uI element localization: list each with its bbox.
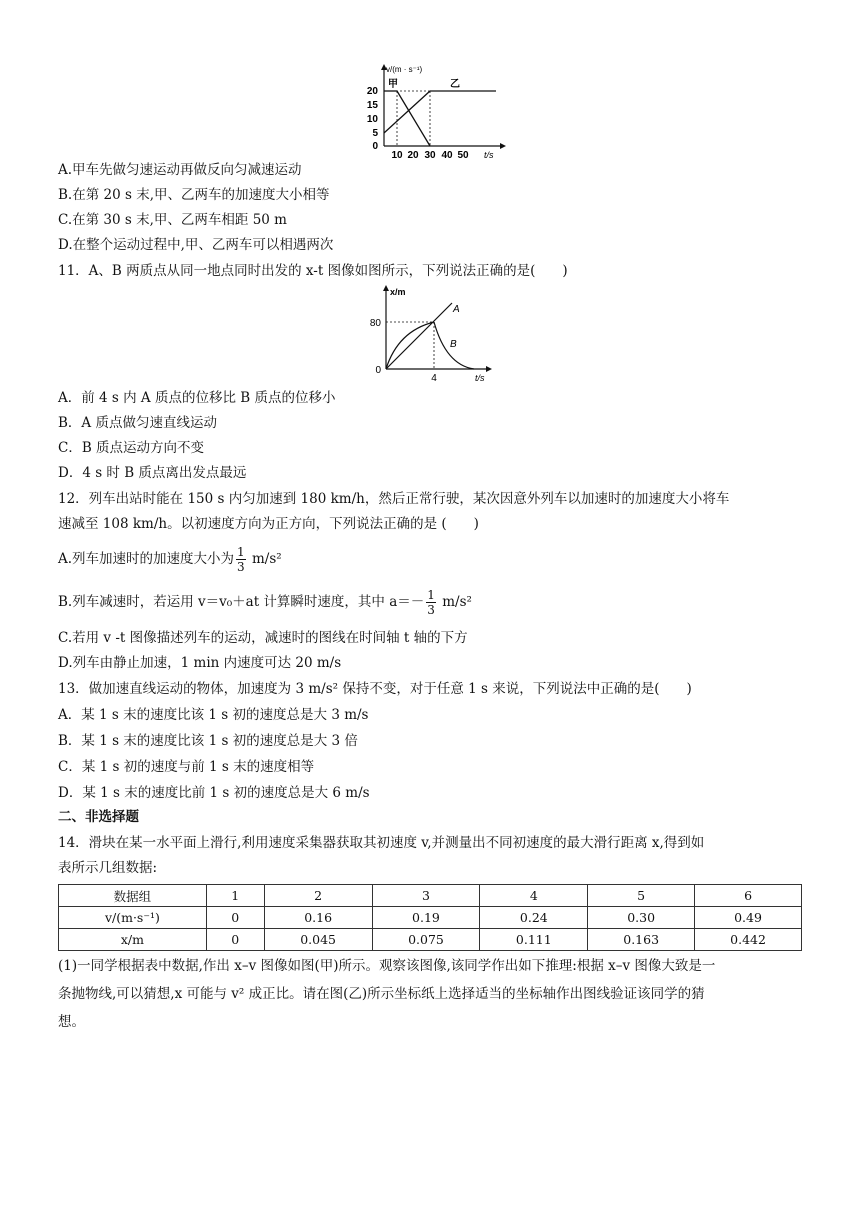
q13-option-c: C．某 1 s 初的速度与前 1 s 末的速度相等 — [58, 759, 315, 775]
q12-option-a-text: A.列车加速时的加速度大小为 — [58, 551, 235, 567]
q12-option-a — [58, 542, 282, 576]
xt-y-tick: 80 — [369, 318, 381, 329]
q10-option-d: D.在整个运动过程中,甲、乙两车可以相遇两次 — [58, 237, 334, 253]
vt-graph — [350, 60, 510, 160]
q14-p1-line1: (1)一同学根据表中数据,作出 x–v 图像如图(甲)所示。观察该图像,该同学作出如下推理:根据 x–v 图像大致是一 — [58, 958, 716, 974]
table-cell: 0.30 — [588, 907, 695, 929]
table-cell: 2 — [264, 885, 372, 907]
q12-option-d: D.列车由静止加速，1 min 内速度可达 20 m/s — [58, 655, 342, 671]
table-row — [59, 929, 802, 951]
q11-option-d: D．4 s 时 B 质点离出发点最远 — [58, 465, 247, 481]
q14-stem-line1: 14．滑块在某一水平面上滑行,利用速度采集器获取其初速度 v,并测量出不同初速度的最大滑行距离 x,得到如 — [58, 835, 705, 851]
fraction-denominator: 3 — [237, 560, 245, 574]
table-cell: 1 — [206, 885, 264, 907]
fraction — [426, 588, 436, 617]
table-cell: x/m — [59, 929, 207, 951]
fraction-numerator: 1 — [237, 545, 245, 559]
q14-p1-line3: 想。 — [58, 1014, 85, 1030]
table-cell: 0.111 — [480, 929, 588, 951]
vt-y-tick: 20 — [366, 86, 378, 97]
q14-p1-line2: 条抛物线,可以猜想,x 可能与 v² 成正比。请在图(乙)所示坐标纸上选择适当的坐标轴作出图线验证该同学的猜 — [58, 986, 705, 1002]
q10-option-b: B.在第 20 s 末,甲、乙两车的加速度大小相等 — [58, 187, 330, 203]
q11-option-a: A．前 4 s 内 A 质点的位移比 B 质点的位移小 — [58, 390, 336, 406]
xt-y-label: x/m — [390, 287, 406, 297]
table-row — [59, 907, 802, 929]
q12-stem-line1: 12．列车出站时能在 150 s 内匀加速到 180 km/h，然后正常行驶，某次因意外列车以加速时的加速度大小将车 — [58, 491, 730, 507]
vt-y-tick: 15 — [366, 100, 378, 111]
table-header-row — [59, 885, 802, 907]
table-cell: 6 — [695, 885, 802, 907]
table-cell: 0.19 — [372, 907, 480, 929]
fraction-denominator: 3 — [427, 603, 435, 617]
table-cell: 3 — [372, 885, 480, 907]
table-cell: 0 — [206, 929, 264, 951]
vt-label-yi: 乙 — [450, 79, 460, 90]
xt-origin: 0 — [375, 365, 381, 376]
table-cell: 0.442 — [695, 929, 802, 951]
table-cell: 0.49 — [695, 907, 802, 929]
table-cell: v/(m·s⁻¹) — [59, 907, 207, 929]
q11-option-c: C．B 质点运动方向不变 — [58, 440, 205, 456]
q12-option-c: C.若用 v -t 图像描述列车的运动，减速时的图线在时间轴 t 轴的下方 — [58, 630, 468, 646]
q13-option-a: A．某 1 s 末的速度比该 1 s 初的速度总是大 3 m/s — [58, 707, 369, 723]
vt-x-tick: 30 — [424, 150, 436, 160]
vt-y-tick: 0 — [372, 141, 378, 152]
vt-y-tick: 5 — [372, 128, 378, 139]
table-cell: 数据组 — [59, 885, 207, 907]
vt-y-ticks — [367, 86, 379, 152]
table-cell: 0.16 — [264, 907, 372, 929]
table-cell: 5 — [588, 885, 695, 907]
q11-stem: 11．A、B 两质点从同一地点同时出发的 x-t 图像如图所示，下列说法正确的是( ) — [58, 263, 568, 279]
q14-stem-line2: 表所示几组数据: — [58, 860, 158, 876]
xt-curve-b: B — [450, 339, 457, 350]
q12-option-b — [58, 585, 472, 619]
vt-y-tick: 10 — [366, 114, 378, 125]
table-cell: 4 — [480, 885, 588, 907]
vt-y-label: v/(m · s⁻¹) — [386, 65, 423, 74]
vt-x-label: t/s — [484, 150, 494, 160]
data-table — [58, 884, 802, 951]
section-heading: 二、非选择题 — [58, 809, 139, 825]
fraction-numerator: 1 — [427, 588, 435, 602]
q13-stem: 13．做加速直线运动的物体，加速度为 3 m/s² 保持不变，对于任意 1 s 来说，下列说法中正确的是( ) — [58, 681, 692, 697]
table-cell: 0.24 — [480, 907, 588, 929]
vt-x-tick: 40 — [441, 150, 453, 160]
vt-label-jia: 甲 — [388, 79, 398, 90]
q12-option-b-text: B.列车减速时，若运用 v＝v₀＋at 计算瞬时速度，其中 a＝－ — [58, 594, 425, 610]
q11-option-b: B．A 质点做匀速直线运动 — [58, 415, 217, 431]
vt-x-ticks — [391, 150, 469, 160]
vt-x-tick: 10 — [391, 150, 403, 160]
q12-option-b-unit: m/s² — [442, 594, 472, 610]
vt-x-tick: 20 — [407, 150, 419, 160]
q12-option-a-unit: m/s² — [251, 551, 282, 567]
table-cell: 0 — [206, 907, 264, 929]
q13-option-d: D．某 1 s 末的速度比前 1 s 初的速度总是大 6 m/s — [58, 785, 370, 801]
table-cell: 0.045 — [264, 929, 372, 951]
q10-option-a: A.甲车先做匀速运动再做反向匀减速运动 — [58, 162, 302, 178]
fraction — [236, 545, 246, 574]
xt-x-tick: 4 — [431, 373, 437, 383]
q10-option-c: C.在第 30 s 末,甲、乙两车相距 50 m — [58, 212, 287, 228]
xt-x-label: t/s — [475, 373, 485, 383]
q12-stem-line2: 速减至 108 km/h。以初速度方向为正方向，下列说法正确的是 ( ) — [58, 516, 479, 532]
vt-x-tick: 50 — [457, 150, 469, 160]
xt-curve-a: A — [453, 304, 460, 315]
q13-option-b: B．某 1 s 末的速度比该 1 s 初的速度总是大 3 倍 — [58, 733, 358, 749]
xt-graph — [360, 283, 500, 383]
table-cell: 0.075 — [372, 929, 480, 951]
table-cell: 0.163 — [588, 929, 695, 951]
